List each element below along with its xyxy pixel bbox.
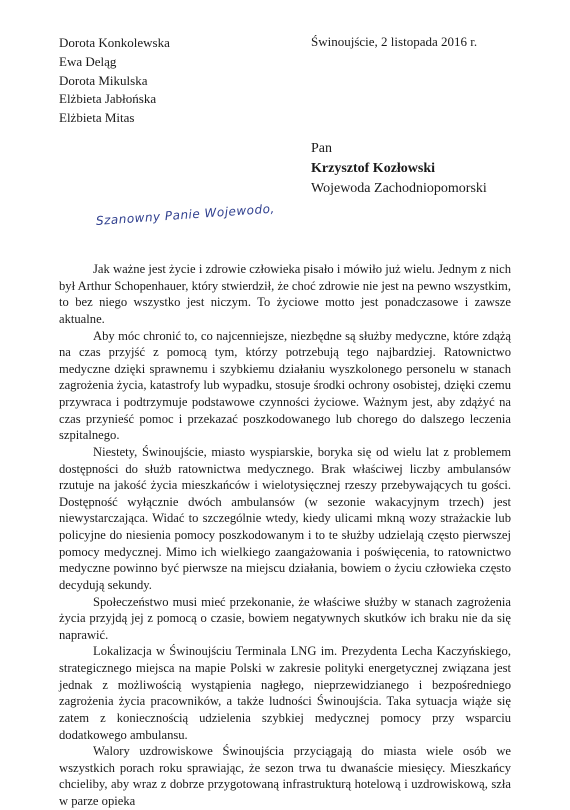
body-paragraph: Lokalizacja w Świnoujściu Terminala LNG im. Prezydenta Lecha Kaczyńskiego, strategicznego miejsca na mapie Polski w zakresie polityki energetycznej związana jest jednak z możliwością wystąpienia nagłego, nieprzewidzianego i bezpośredniego zagrożenia życia pracowników, a także ludności Świnoujścia. Taka sytuacja wiąże się zatem z koniecznością udzielenia szybkiej medycznej pomocy przy wsparciu dodatkowego ambulansu.: [59, 644, 511, 742]
sender-name: Elżbieta Jabłońska: [59, 91, 157, 107]
sender-name: Dorota Konkolewska: [59, 35, 170, 50]
body-paragraph: Walory uzdrowiskowe Świnoujścia przyciągają do miasta wiele osób we wszystkich porach roku sprawiając, że sezon trwa tu dwanaście miesięcy. Mieszkańcy chcieliby, aby wraz z dobrze przygotowaną infrastrukturą hotelową i uzdrowiskową, szła w parze opieka: [59, 744, 511, 808]
body-paragraph: Społeczeństwo musi mieć przekonanie, że właściwe służby w stanach zagrożenia życia przyjdą jej z pomocą o czasie, bowiem negatywnych skutków ich braku nie da się naprawić.: [59, 594, 511, 642]
sender-name: Ewa Deląg: [59, 53, 117, 69]
sender-name: Elżbieta Mitas: [59, 110, 135, 126]
body-paragraph: Jak ważne jest życie i zdrowie człowieka pisało i mówiło już wielu. Jednym z nich był Arthur Schopenhauer, który stwierdził, że choć zdrowie nie jest na pewno wszystkim, to bez niego wszystko jest niczym. To życiowe motto jest ponadczasowe i zawsze aktualne.: [59, 262, 511, 326]
recipient-name: Krzysztof Kozłowski: [311, 161, 436, 176]
sender-name: Dorota Mikulska: [59, 72, 148, 88]
sender-list: [59, 34, 170, 128]
place-date: Świnoujście, 2 listopada 2016 r.: [311, 34, 478, 49]
letter-body: [59, 261, 511, 810]
recipient-block: [311, 139, 487, 199]
handwritten-salutation: Szanowny Panie Wojewodo,: [95, 201, 276, 228]
body-paragraph: Aby móc chronić to, co najcenniejsze, niezbędne są służby medyczne, które zdążą na czas przyjść z pomocą tym, którzy potrzebują tego najbardziej. Ratownictwo medyczne dzięki sprawnemu i szybkiemu działaniu wyszkolonego personelu w stanach zagrożenia życia, katastrofy lub wypadku, stosuje środki ochrony osobistej, dzięki czemu przywraca i podtrzymuje podstawowe czynności życiowe. Ważnym jest, aby zdążyć na czas przynieść pomoc i przekazać poszkodowanego lub chorego do dalszego leczenia szpitalnego.: [59, 328, 511, 443]
body-paragraph: Niestety, Świnoujście, miasto wyspiarskie, boryka się od wielu lat z problemem dostępności do służb ratownictwa medycznego. Brak właściwej liczby ambulansów rzutuje na jakość życia mieszkańców i wielotysięcznej rzeszy przebywających tu gości. Dostępność wyłącznie dwóch ambulansów (w sezonie wakacyjnym trzech) jest niewystarczająca. Widać to szczególnie wtedy, kiedy ulicami mkną wozy strażackie lub policyjne do niesienia pomocy poszkodowanym i to te służby udzielają często pierwszej pomocy medycznej. Mimo ich wielkiego zaangażowania i poświęcenia, to ratownictwo medyczne powinno być pierwsze na miejscu działania, bowiem o życiu człowieka często decydują sekundy.: [59, 444, 511, 592]
recipient-salutation-line: Pan: [311, 141, 332, 156]
recipient-title: Wojewoda Zachodniopomorski: [311, 181, 487, 196]
